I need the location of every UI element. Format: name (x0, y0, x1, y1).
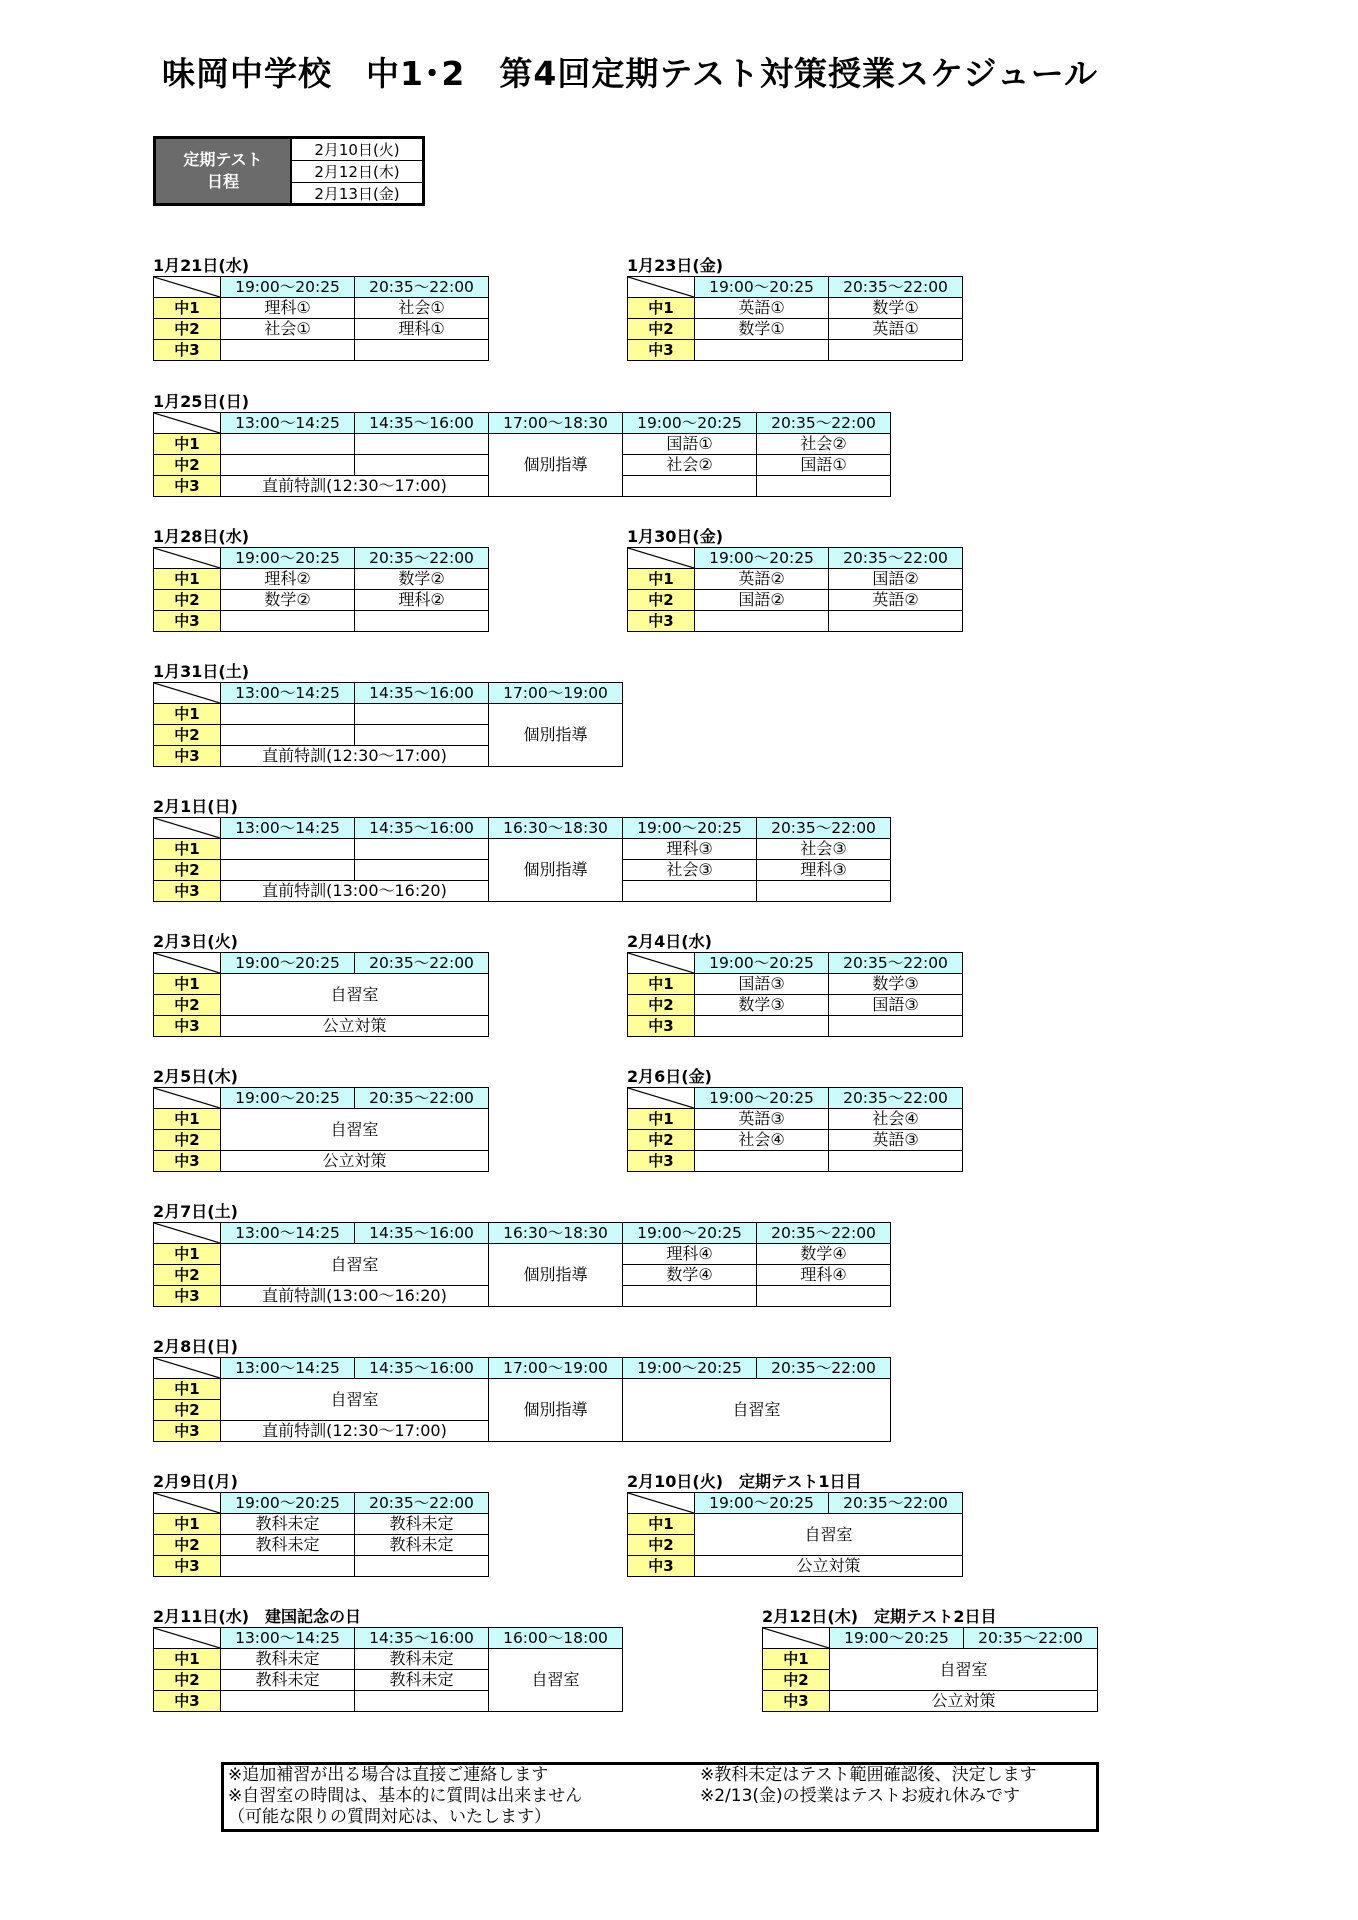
lesson-cell: 社会③ (757, 839, 891, 860)
lesson-cell (221, 611, 355, 632)
diagonal-line (628, 1088, 694, 1108)
day-label: 2月4日(水) (627, 932, 712, 951)
time-slot-header: 20:35～22:00 (829, 548, 963, 569)
day-block (627, 1472, 963, 1577)
row-label: 中3 (154, 1151, 221, 1172)
diagonal-line (628, 548, 694, 568)
test-schedule-label-line2: 日程 (206, 172, 239, 191)
self-study-cell: 自習室 (221, 974, 489, 1016)
time-slot-header: 16:00～18:00 (489, 1628, 623, 1649)
timetable (153, 1492, 489, 1577)
timetable (627, 1492, 963, 1577)
row-label: 中3 (154, 611, 221, 632)
corner-cell (154, 818, 221, 839)
lesson-cell (355, 611, 489, 632)
time-slot-header: 19:00～20:25 (695, 548, 829, 569)
day-block (153, 1067, 489, 1172)
timetable (153, 547, 489, 632)
lesson-cell (355, 725, 489, 746)
lesson-cell (221, 860, 355, 881)
row-label: 中3 (154, 340, 221, 361)
lesson-cell (355, 455, 489, 476)
diagonal-line (628, 953, 694, 973)
timetable (153, 276, 489, 361)
test-date: 2月10日(火) (292, 139, 422, 161)
day-block (153, 797, 891, 902)
individual-guidance-cell: 個別指導 (489, 1379, 623, 1442)
lesson-cell: 教科未定 (221, 1649, 355, 1670)
lesson-cell (355, 1556, 489, 1577)
diagonal-line (154, 1358, 220, 1378)
row-label: 中2 (154, 725, 221, 746)
self-study-cell: 自習室 (623, 1379, 891, 1442)
lesson-cell: 数学② (221, 590, 355, 611)
lesson-cell: 数学② (355, 569, 489, 590)
time-slot-header: 20:35～22:00 (829, 1493, 963, 1514)
row-label: 中2 (154, 1535, 221, 1556)
individual-guidance-cell: 個別指導 (489, 704, 623, 767)
row-label: 中2 (628, 995, 695, 1016)
lesson-cell (757, 881, 891, 902)
corner-cell (154, 548, 221, 569)
self-study-cell: 自習室 (221, 1379, 489, 1421)
time-slot-header: 13:00～14:25 (221, 818, 355, 839)
public-prep-cell: 公立対策 (695, 1556, 963, 1577)
row-label: 中3 (628, 611, 695, 632)
row-label: 中3 (763, 1691, 830, 1712)
lesson-cell (695, 340, 829, 361)
time-slot-header: 17:00～19:00 (489, 683, 623, 704)
individual-guidance-cell: 個別指導 (489, 434, 623, 497)
time-slot-header: 14:35～16:00 (355, 1358, 489, 1379)
diagonal-line (154, 818, 220, 838)
corner-cell (154, 1088, 221, 1109)
lesson-cell: 英語③ (829, 1130, 963, 1151)
row-label: 中2 (628, 1535, 695, 1556)
day-label: 2月7日(土) (153, 1202, 238, 1221)
test-schedule-label-line1: 定期テスト (183, 150, 263, 169)
day-label: 2月3日(火) (153, 932, 238, 951)
row-label: 中3 (628, 1556, 695, 1577)
corner-cell (763, 1628, 830, 1649)
diagonal-line (154, 1628, 220, 1648)
timetable (627, 276, 963, 361)
test-date: 2月12日(木) (292, 161, 422, 183)
day-block (153, 662, 623, 767)
timetable (627, 547, 963, 632)
lesson-cell: 社会① (221, 319, 355, 340)
row-label: 中3 (628, 340, 695, 361)
row-label: 中3 (154, 1421, 221, 1442)
day-block (153, 932, 489, 1037)
lesson-cell: 数学④ (623, 1265, 757, 1286)
timetable (153, 1222, 891, 1307)
lesson-cell (695, 1016, 829, 1037)
lesson-cell: 理科② (221, 569, 355, 590)
day-block (627, 1067, 963, 1172)
lesson-cell: 国語② (829, 569, 963, 590)
time-slot-header: 20:35～22:00 (829, 953, 963, 974)
timetable (153, 1087, 489, 1172)
row-label: 中2 (628, 590, 695, 611)
lesson-cell: 英語③ (695, 1109, 829, 1130)
corner-cell (154, 1628, 221, 1649)
public-prep-cell: 公立対策 (221, 1151, 489, 1172)
diagonal-line (628, 277, 694, 297)
time-slot-header: 19:00～20:25 (623, 1358, 757, 1379)
corner-cell (154, 1358, 221, 1379)
time-slot-header: 20:35～22:00 (829, 277, 963, 298)
lesson-cell: 数学③ (829, 974, 963, 995)
lesson-cell: 教科未定 (221, 1670, 355, 1691)
row-label: 中3 (154, 1016, 221, 1037)
time-slot-header: 19:00～20:25 (695, 277, 829, 298)
time-slot-header: 20:35～22:00 (355, 1493, 489, 1514)
lesson-cell: 社会① (355, 298, 489, 319)
time-slot-header: 14:35～16:00 (355, 413, 489, 434)
diagonal-line (763, 1628, 829, 1648)
lesson-cell (355, 704, 489, 725)
timetable (153, 952, 489, 1037)
day-label: 2月1日(日) (153, 797, 238, 816)
day-block (762, 1607, 1098, 1712)
diagonal-line (154, 1493, 220, 1513)
day-label: 2月6日(金) (627, 1067, 712, 1086)
time-slot-header: 19:00～20:25 (221, 548, 355, 569)
corner-cell (154, 413, 221, 434)
diagonal-line (154, 277, 220, 297)
day-block (153, 256, 489, 361)
timetable (153, 817, 891, 902)
day-label: 2月10日(火) 定期テスト1日目 (627, 1472, 862, 1491)
diagonal-line (154, 1088, 220, 1108)
row-label: 中2 (154, 590, 221, 611)
time-slot-header: 13:00～14:25 (221, 1628, 355, 1649)
lesson-cell (757, 476, 891, 497)
day-label: 1月25日(日) (153, 392, 250, 411)
intensive-cell: 直前特訓(13:00～16:20) (221, 1286, 489, 1307)
lesson-cell (829, 1016, 963, 1037)
row-label: 中1 (628, 569, 695, 590)
lesson-cell (695, 1151, 829, 1172)
row-label: 中3 (154, 746, 221, 767)
page-title: 味岡中学校 中1･2 第4回定期テスト対策授業スケジュール (161, 54, 1099, 93)
row-label: 中3 (628, 1151, 695, 1172)
time-slot-header: 14:35～16:00 (355, 818, 489, 839)
time-slot-header: 16:30～18:30 (489, 1223, 623, 1244)
lesson-cell (829, 611, 963, 632)
time-slot-header: 20:35～22:00 (757, 1223, 891, 1244)
lesson-cell: 数学① (695, 319, 829, 340)
lesson-cell: 英語② (695, 569, 829, 590)
test-schedule-box (153, 136, 425, 206)
note-text: ※自習室の時間は、基本的に質問は出来ません (228, 1786, 583, 1806)
lesson-cell: 英語① (829, 319, 963, 340)
row-label: 中1 (628, 974, 695, 995)
lesson-cell (221, 455, 355, 476)
timetable (153, 1357, 891, 1442)
row-label: 中1 (628, 1514, 695, 1535)
time-slot-header: 19:00～20:25 (623, 1223, 757, 1244)
row-label: 中2 (154, 455, 221, 476)
lesson-cell: 教科未定 (355, 1670, 489, 1691)
lesson-cell: 国語① (757, 455, 891, 476)
time-slot-header: 20:35～22:00 (355, 548, 489, 569)
lesson-cell (221, 704, 355, 725)
time-slot-header: 14:35～16:00 (355, 1223, 489, 1244)
time-slot-header: 19:00～20:25 (695, 1088, 829, 1109)
lesson-cell: 教科未定 (221, 1514, 355, 1535)
lesson-cell: 国語③ (695, 974, 829, 995)
diagonal-line (154, 683, 220, 703)
time-slot-header: 19:00～20:25 (221, 277, 355, 298)
lesson-cell (355, 1691, 489, 1712)
day-block (153, 392, 891, 497)
day-label: 1月23日(金) (627, 256, 724, 275)
day-block (153, 1607, 623, 1712)
day-label: 1月28日(水) (153, 527, 250, 546)
timetable (153, 1627, 623, 1712)
day-label: 1月31日(土) (153, 662, 250, 681)
time-slot-header: 19:00～20:25 (695, 953, 829, 974)
lesson-cell: 理科③ (757, 860, 891, 881)
intensive-cell: 直前特訓(12:30～17:00) (221, 746, 489, 767)
corner-cell (628, 548, 695, 569)
day-block (627, 527, 963, 632)
lesson-cell (221, 839, 355, 860)
day-block (627, 932, 963, 1037)
lesson-cell: 社会③ (623, 860, 757, 881)
time-slot-header: 20:35～22:00 (757, 818, 891, 839)
corner-cell (628, 1088, 695, 1109)
public-prep-cell: 公立対策 (830, 1691, 1098, 1712)
row-label: 中3 (628, 1016, 695, 1037)
lesson-cell (355, 839, 489, 860)
lesson-cell (757, 1286, 891, 1307)
timetable (762, 1627, 1098, 1712)
row-label: 中1 (154, 839, 221, 860)
row-label: 中2 (154, 995, 221, 1016)
row-label: 中1 (154, 704, 221, 725)
time-slot-header: 13:00～14:25 (221, 1358, 355, 1379)
lesson-cell (221, 1556, 355, 1577)
intensive-cell: 直前特訓(12:30～17:00) (221, 476, 489, 497)
lesson-cell: 数学④ (757, 1244, 891, 1265)
note-text: ※追加補習が出る場合は直接ご連絡します (228, 1765, 549, 1785)
lesson-cell: 理科③ (623, 839, 757, 860)
time-slot-header: 19:00～20:25 (830, 1628, 964, 1649)
row-label: 中3 (154, 881, 221, 902)
corner-cell (154, 683, 221, 704)
time-slot-header: 20:35～22:00 (355, 953, 489, 974)
row-label: 中1 (154, 1379, 221, 1400)
day-block (627, 256, 963, 361)
row-label: 中1 (154, 434, 221, 455)
self-study-cell: 自習室 (830, 1649, 1098, 1691)
lesson-cell: 理科④ (757, 1265, 891, 1286)
lesson-cell (355, 434, 489, 455)
lesson-cell (221, 340, 355, 361)
time-slot-header: 13:00～14:25 (221, 1223, 355, 1244)
lesson-cell (221, 725, 355, 746)
time-slot-header: 19:00～20:25 (221, 1088, 355, 1109)
row-label: 中1 (154, 974, 221, 995)
lesson-cell (221, 1691, 355, 1712)
day-label: 2月11日(水) 建国記念の日 (153, 1607, 362, 1626)
lesson-cell: 国語① (623, 434, 757, 455)
lesson-cell (829, 1151, 963, 1172)
row-label: 中1 (628, 1109, 695, 1130)
time-slot-header: 13:00～14:25 (221, 413, 355, 434)
row-label: 中1 (154, 1244, 221, 1265)
diagonal-line (154, 1223, 220, 1243)
row-label: 中3 (154, 476, 221, 497)
self-study-cell: 自習室 (221, 1244, 489, 1286)
individual-guidance-cell: 個別指導 (489, 839, 623, 902)
lesson-cell: 社会② (623, 455, 757, 476)
row-label: 中2 (763, 1670, 830, 1691)
row-label: 中1 (154, 298, 221, 319)
corner-cell (154, 277, 221, 298)
day-label: 2月9日(月) (153, 1472, 238, 1491)
test-schedule-label (156, 139, 292, 203)
diagonal-line (154, 953, 220, 973)
diagonal-line (628, 1493, 694, 1513)
time-slot-header: 20:35～22:00 (355, 1088, 489, 1109)
time-slot-header: 20:35～22:00 (355, 277, 489, 298)
time-slot-header: 20:35～22:00 (964, 1628, 1098, 1649)
timetable (153, 682, 623, 767)
note-text: ※教科未定はテスト範囲確認後、決定します (700, 1765, 1037, 1785)
lesson-cell: 国語② (695, 590, 829, 611)
corner-cell (154, 953, 221, 974)
lesson-cell (355, 340, 489, 361)
row-label: 中3 (154, 1286, 221, 1307)
lesson-cell: 社会④ (829, 1109, 963, 1130)
note-text: ※2/13(金)の授業はテストお疲れ休みです (700, 1786, 1021, 1806)
lesson-cell: 教科未定 (221, 1535, 355, 1556)
self-study-cell: 自習室 (221, 1109, 489, 1151)
lesson-cell: 数学① (829, 298, 963, 319)
lesson-cell (829, 340, 963, 361)
lesson-cell: 理科① (221, 298, 355, 319)
corner-cell (628, 953, 695, 974)
lesson-cell (695, 611, 829, 632)
row-label: 中2 (154, 860, 221, 881)
row-label: 中2 (154, 1265, 221, 1286)
time-slot-header: 19:00～20:25 (623, 818, 757, 839)
diagonal-line (154, 548, 220, 568)
time-slot-header: 20:35～22:00 (829, 1088, 963, 1109)
day-block (153, 1472, 489, 1577)
row-label: 中3 (154, 1556, 221, 1577)
lesson-cell (623, 1286, 757, 1307)
time-slot-header: 17:00～19:00 (489, 1358, 623, 1379)
time-slot-header: 16:30～18:30 (489, 818, 623, 839)
lesson-cell: 教科未定 (355, 1649, 489, 1670)
note-text: （可能な限りの質問対応は、いたします） (228, 1807, 551, 1827)
lesson-cell: 教科未定 (355, 1535, 489, 1556)
row-label: 中2 (154, 1130, 221, 1151)
time-slot-header: 20:35～22:00 (757, 413, 891, 434)
lesson-cell: 理科① (355, 319, 489, 340)
day-block (153, 1337, 891, 1442)
time-slot-header: 19:00～20:25 (221, 1493, 355, 1514)
intensive-cell: 直前特訓(13:00～16:20) (221, 881, 489, 902)
day-label: 1月30日(金) (627, 527, 724, 546)
corner-cell (628, 277, 695, 298)
row-label: 中2 (154, 1670, 221, 1691)
corner-cell (628, 1493, 695, 1514)
timetable (627, 952, 963, 1037)
lesson-cell: 理科② (355, 590, 489, 611)
row-label: 中1 (628, 298, 695, 319)
test-date: 2月13日(金) (314, 185, 400, 203)
day-label: 1月21日(水) (153, 256, 250, 275)
self-study-cell: 自習室 (489, 1649, 623, 1712)
timetable (153, 412, 891, 497)
lesson-cell: 教科未定 (355, 1514, 489, 1535)
day-label: 2月12日(木) 定期テスト2日目 (762, 1607, 997, 1626)
day-block (153, 527, 489, 632)
time-slot-header: 14:35～16:00 (355, 683, 489, 704)
time-slot-header: 19:00～20:25 (221, 953, 355, 974)
time-slot-header: 14:35～16:00 (355, 1628, 489, 1649)
day-label: 2月8日(日) (153, 1337, 238, 1356)
lesson-cell (221, 434, 355, 455)
self-study-cell: 自習室 (695, 1514, 963, 1556)
day-label: 2月5日(木) (153, 1067, 238, 1086)
lesson-cell: 英語② (829, 590, 963, 611)
lesson-cell: 社会④ (695, 1130, 829, 1151)
row-label: 中1 (763, 1649, 830, 1670)
lesson-cell: 国語③ (829, 995, 963, 1016)
row-label: 中3 (154, 1691, 221, 1712)
row-label: 中2 (628, 1130, 695, 1151)
notes-box (221, 1762, 1099, 1832)
corner-cell (154, 1223, 221, 1244)
lesson-cell: 理科④ (623, 1244, 757, 1265)
intensive-cell: 直前特訓(12:30～17:00) (221, 1421, 489, 1442)
timetable (627, 1087, 963, 1172)
time-slot-header: 19:00～20:25 (695, 1493, 829, 1514)
row-label: 中1 (154, 1514, 221, 1535)
lesson-cell: 数学③ (695, 995, 829, 1016)
day-block (153, 1202, 891, 1307)
row-label: 中2 (628, 319, 695, 340)
lesson-cell: 社会② (757, 434, 891, 455)
lesson-cell (623, 881, 757, 902)
row-label: 中1 (154, 569, 221, 590)
time-slot-header: 17:00～18:30 (489, 413, 623, 434)
time-slot-header: 20:35～22:00 (757, 1358, 891, 1379)
public-prep-cell: 公立対策 (221, 1016, 489, 1037)
lesson-cell (355, 860, 489, 881)
lesson-cell (623, 476, 757, 497)
time-slot-header: 13:00～14:25 (221, 683, 355, 704)
row-label: 中1 (154, 1109, 221, 1130)
diagonal-line (154, 413, 220, 433)
time-slot-header: 19:00～20:25 (623, 413, 757, 434)
corner-cell (154, 1493, 221, 1514)
row-label: 中2 (154, 319, 221, 340)
row-label: 中2 (154, 1400, 221, 1421)
lesson-cell: 英語① (695, 298, 829, 319)
individual-guidance-cell: 個別指導 (489, 1244, 623, 1307)
row-label: 中1 (154, 1649, 221, 1670)
